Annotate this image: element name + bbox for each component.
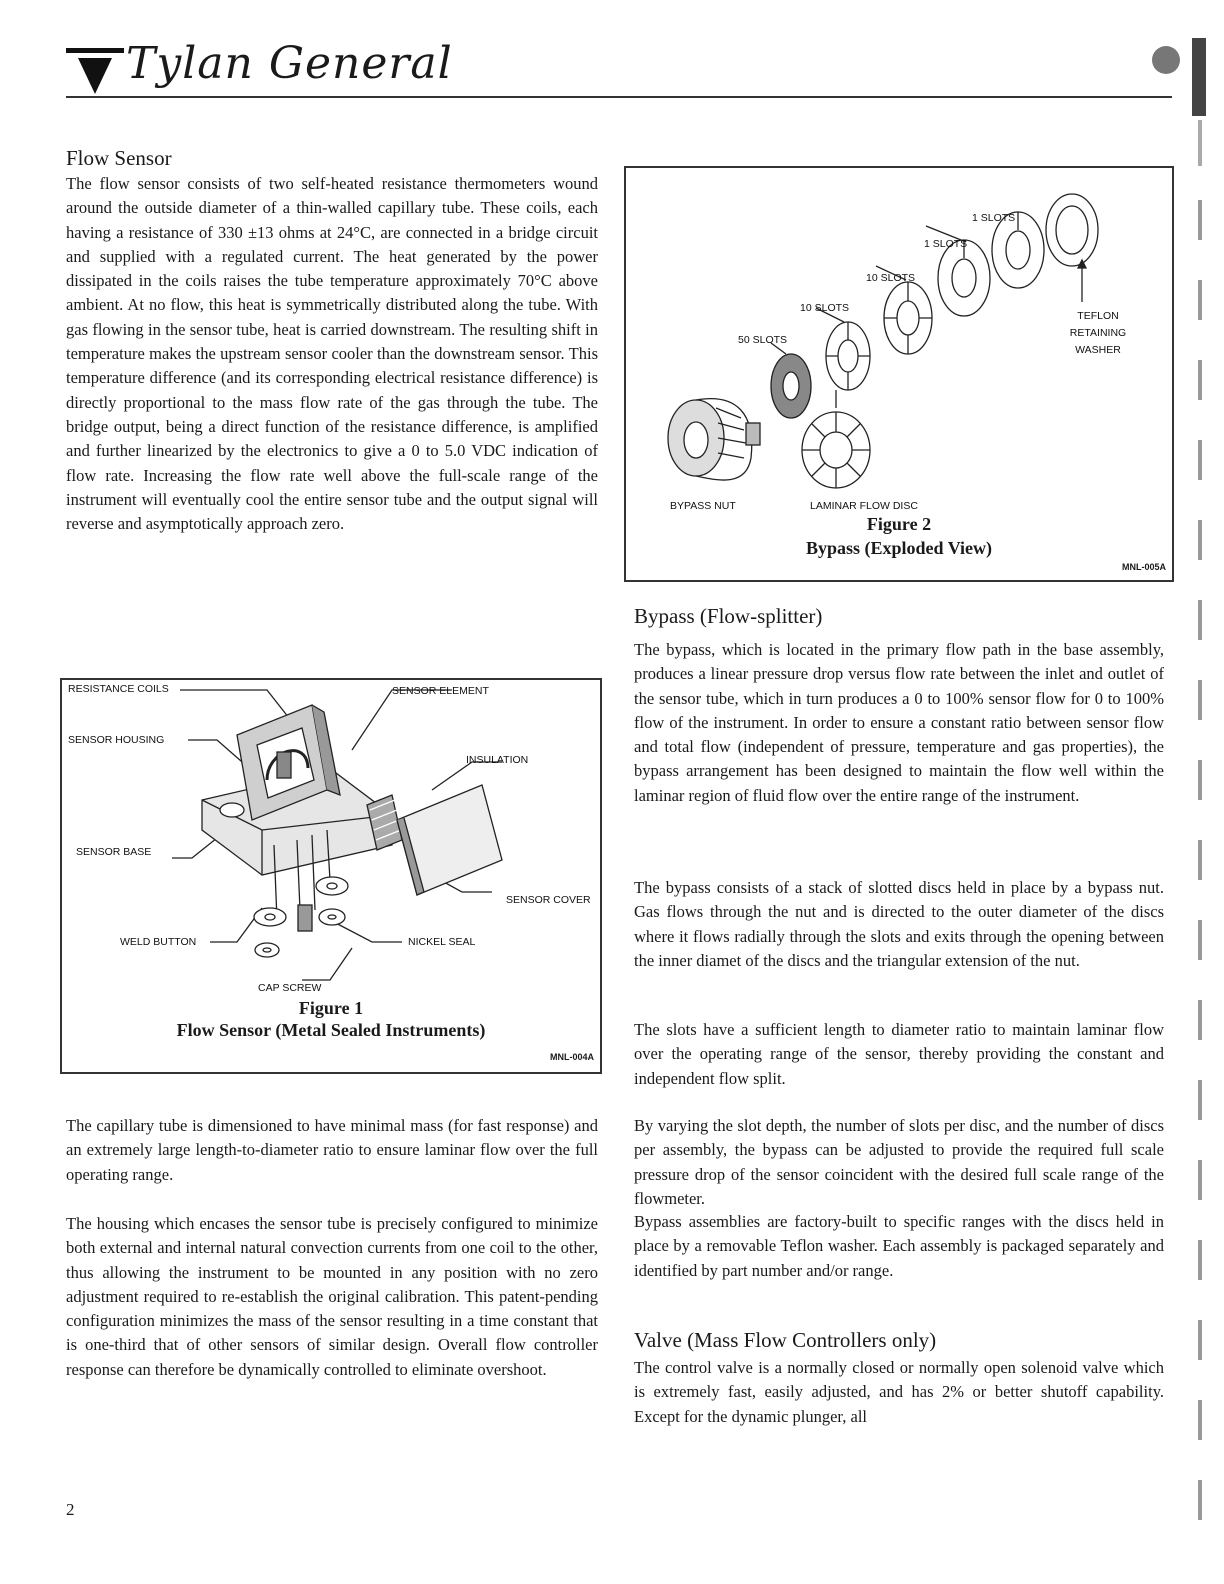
label-1-slots: 1 SLOTS [924,238,968,250]
label-sensor-housing: SENSOR HOUSING [68,734,165,746]
scan-edge-marks [1192,120,1212,1560]
company-logo-icon [66,44,124,96]
flow-sensor-paragraph-1: The flow sensor consists of two self-heated resistance thermometers wound around the outside diameter of a thin-walled capillary tube. These coils, each having a resistance of 330 ±13 ohms at 24°C, are connected in a bridge circuit and supplied with a regulated current. The heat generated by the power dissipated in the coils raises the tube temperature approximately 70°C above ambient. At no flow, this heat is symmetrically distributed along the tube. With gas flowing in the sensor tube, heat is carried downstream. The resulting shift in temperature makes the upstream sensor cooler than the downstream sensor. This temperature difference (and its corresponding electrical resistance difference) is directly proportional to the mass flow rate of the gas through the tube. The bridge output, being a direct function of the resistance difference, is amplified and further linearized by the electronics to give a 0 to 5.0 VDC indication of flow rate. Increasing the flow rate well above the full-scale range of the instrument will eventually cool the entire sensor tube and the output signal will reverse and asymptotically approach zero. [66,174,598,534]
flow-sensor-diagram [62,680,600,1000]
valve-heading: Valve (Mass Flow Controllers only) [634,1328,937,1352]
bypass-paragraph-1: The bypass, which is located in the primary flow path in the base assembly, produces a linear pressure drop versus flow rate between the inlet and outlet of the sensor tube, which in turn produces a 0 to 100% sensor flow for 0 to 100% flow of the instrument. In order to ensure a constant ratio between sensor flow and total flow (independent of pressure, temperature and gas properties), the bypass arrangement has been designed to maintain the flow well within the laminar region of fluid flow over the entire range of the instrument. [634,640,1164,805]
label-sensor-cover: SENSOR COVER [506,894,591,906]
label-cap-screw: CAP SCREW [258,982,322,994]
label-resistance-coils: RESISTANCE COILS [68,683,169,695]
bypass-paragraph-3: The slots have a sufficient length to diameter ratio to maintain laminar flow over the operating range of the sensor, thereby providing the constant and independent flow split. [634,1020,1164,1088]
figure-2-code: MNL-005A [1121,562,1166,572]
label-teflon-retaining-washer: TEFLON RETAINING WASHER [1069,310,1127,356]
label-sensor-element: SENSOR ELEMENT [392,685,489,697]
figure-2 [624,166,1174,582]
valve-paragraph-1: The control valve is a normally closed or normally open solenoid valve which is extremely fast, easily adjusted, and has 2% or better shutoff capability. Except for the dynamic plunger, all [634,1358,1164,1426]
label-laminar-flow-disc: LAMINAR FLOW DISC [810,500,918,512]
label-nickel-seal: NICKEL SEAL [408,936,476,948]
figure-1-code: MNL-004A [549,1052,594,1062]
label-1-slots-top: 1 SLOTS [972,212,1016,224]
flow-sensor-heading: Flow Sensor [66,146,172,170]
label-50-slots: 50 SLOTS [738,334,788,346]
page-number: 2 [66,1500,75,1519]
figure-1 [60,678,602,1074]
bypass-paragraph-2: The bypass consists of a stack of slotted discs held in place by a bypass nut. Gas flows through the nut and is directed to the outer diameter of the discs where it flows radially through the slots and exits through the opening between the inner diamet of the discs and the triangular extension of the nut. [634,878,1164,970]
binder-hole-icon [1152,46,1180,74]
label-weld-button: WELD BUTTON [120,936,197,948]
label-10-slots-lower: 10 SLOTS [800,302,850,314]
flow-sensor-paragraph-2: The capillary tube is dimensioned to have minimal mass (for fast response) and an extremely large length-to-diameter ratio to ensure laminar flow over the full operating range. [66,1116,598,1184]
figure-2-number: Figure 2 [866,514,932,534]
figure-1-number: Figure 1 [298,998,364,1018]
bypass-heading: Bypass (Flow-splitter) [634,604,823,628]
flow-sensor-paragraph-3: The housing which encases the sensor tube is precisely configured to minimize both external and internal natural convection currents from one coil to the other, thus allowing the instrument to be mounted in any position with no zero adjustment required to re-establish the original calibration. This patent-pending configuration minimizes the mass of the sensor resulting in a time constant that is one-third that of other sensors of similar design. Overall flow controller response can therefore be dynamically controlled to eliminate overshoot. [66,1214,598,1379]
label-sensor-base: SENSOR BASE [76,846,152,858]
bypass-paragraph-4: By varying the slot depth, the number of slots per disc, and the number of discs per assembly, the bypass can be adjusted to provide the required full scale pressure drop of the sensor coincident with the desired full scale range of the flowmeter. [634,1116,1164,1208]
label-bypass-nut: BYPASS NUT [670,500,736,512]
figure-2-title: Bypass (Exploded View) [805,538,993,558]
header-rule [66,96,1172,98]
label-insulation: INSULATION [466,754,529,766]
bypass-paragraph-5: Bypass assemblies are factory-built to specific ranges with the discs held in place by a removable Teflon washer. Each assembly is packaged separately and identified by part number and/or range. [634,1212,1164,1280]
scan-edge-mark [1192,38,1206,116]
company-logo-text: Tylan General [126,38,453,89]
label-10-slots-upper: 10 SLOTS [866,272,916,284]
figure-1-title: Flow Sensor (Metal Sealed Instruments) [176,1020,486,1040]
